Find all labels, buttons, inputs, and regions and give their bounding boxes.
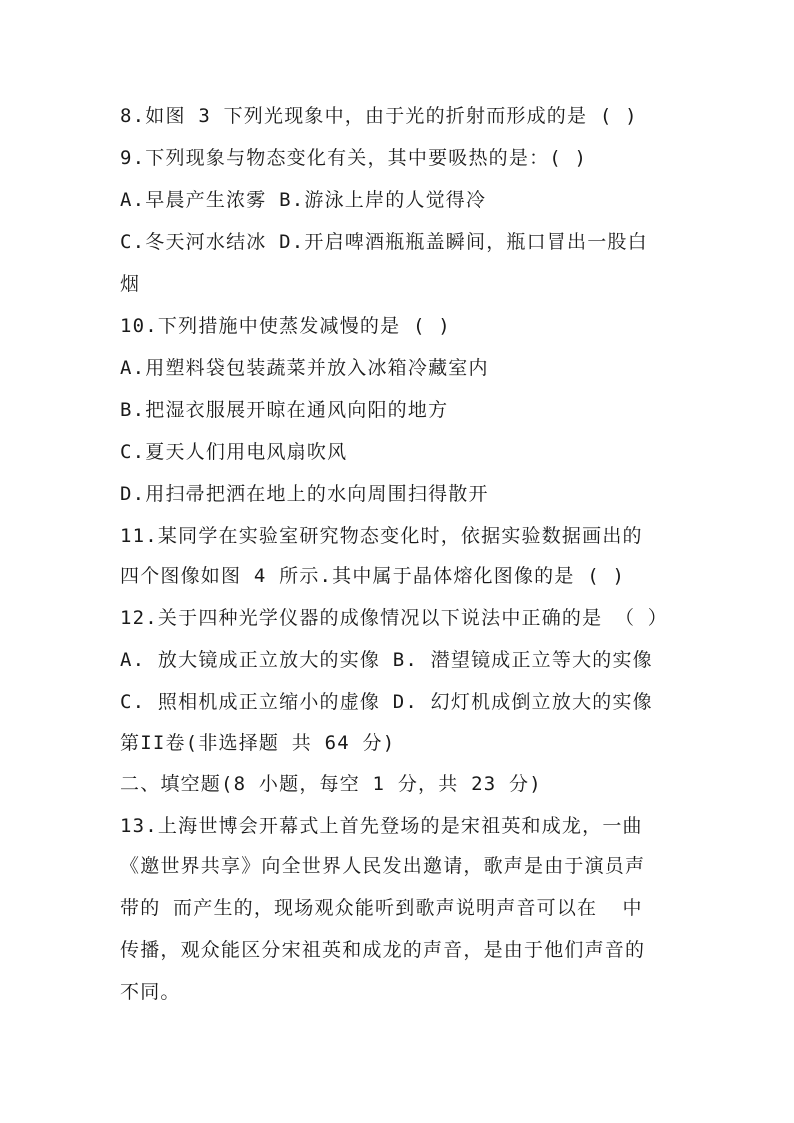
question-10-option-d: D.用扫帚把洒在地上的水向周围扫得散开 bbox=[120, 483, 489, 505]
question-13-line-3: 带的 而产生的，现场观众能听到歌声说明声音可以在 中 bbox=[120, 897, 643, 919]
question-9: 9.下列现象与物态变化有关，其中要吸热的是：( ) bbox=[120, 147, 588, 169]
question-8: 8.如图 3 下列光现象中，由于光的折射而形成的是 ( ) bbox=[120, 105, 638, 127]
question-13-line-2: 《邀世界共享》向全世界人民发出邀请，歌声是由于演员声 bbox=[120, 855, 646, 877]
question-10-option-b: B.把湿衣服展开晾在通风向阳的地方 bbox=[120, 399, 449, 421]
question-11: 11.某同学在实验室研究物态变化时，依据实验数据画出的 bbox=[120, 525, 643, 547]
section-heading-fill-in: 二、填空题(8 小题，每空 1 分，共 23 分) bbox=[120, 773, 542, 795]
question-13-line-5: 不同。 bbox=[120, 981, 181, 1003]
question-13-line-4: 传播，观众能区分宋祖英和成龙的声音，是由于他们声音的 bbox=[120, 939, 646, 961]
question-11-continued: 四个图像如图 4 所示.其中属于晶体熔化图像的是 ( ) bbox=[120, 565, 626, 587]
question-13: 13.上海世博会开幕式上首先登场的是宋祖英和成龙，一曲 bbox=[120, 815, 643, 837]
question-9-options-cd-continued: 烟 bbox=[120, 273, 141, 295]
question-10-option-a: A.用塑料袋包装蔬菜并放入冰箱冷藏室内 bbox=[120, 357, 489, 379]
question-9-options-cd: C.冬天河水结冰 D.开启啤酒瓶瓶盖瞬间，瓶口冒出一股白 bbox=[120, 231, 648, 253]
question-10-option-c: C.夏天人们用电风扇吹风 bbox=[120, 441, 348, 463]
question-12: 12.关于四种光学仪器的成像情况以下说法中正确的是 （ ） bbox=[120, 607, 668, 629]
question-9-options-ab: A.早晨产生浓雾 B.游泳上岸的人觉得冷 bbox=[120, 189, 487, 211]
question-10: 10.下列措施中使蒸发减慢的是 ( ) bbox=[120, 315, 451, 337]
question-12-options-cd: C. 照相机成正立缩小的虚像 D. 幻灯机成倒立放大的实像 bbox=[120, 691, 653, 713]
question-12-options-ab: A. 放大镜成正立放大的实像 B. 潜望镜成正立等大的实像 bbox=[120, 649, 653, 671]
section-heading-part-2: 第II卷(非选择题 共 64 分) bbox=[120, 732, 396, 754]
